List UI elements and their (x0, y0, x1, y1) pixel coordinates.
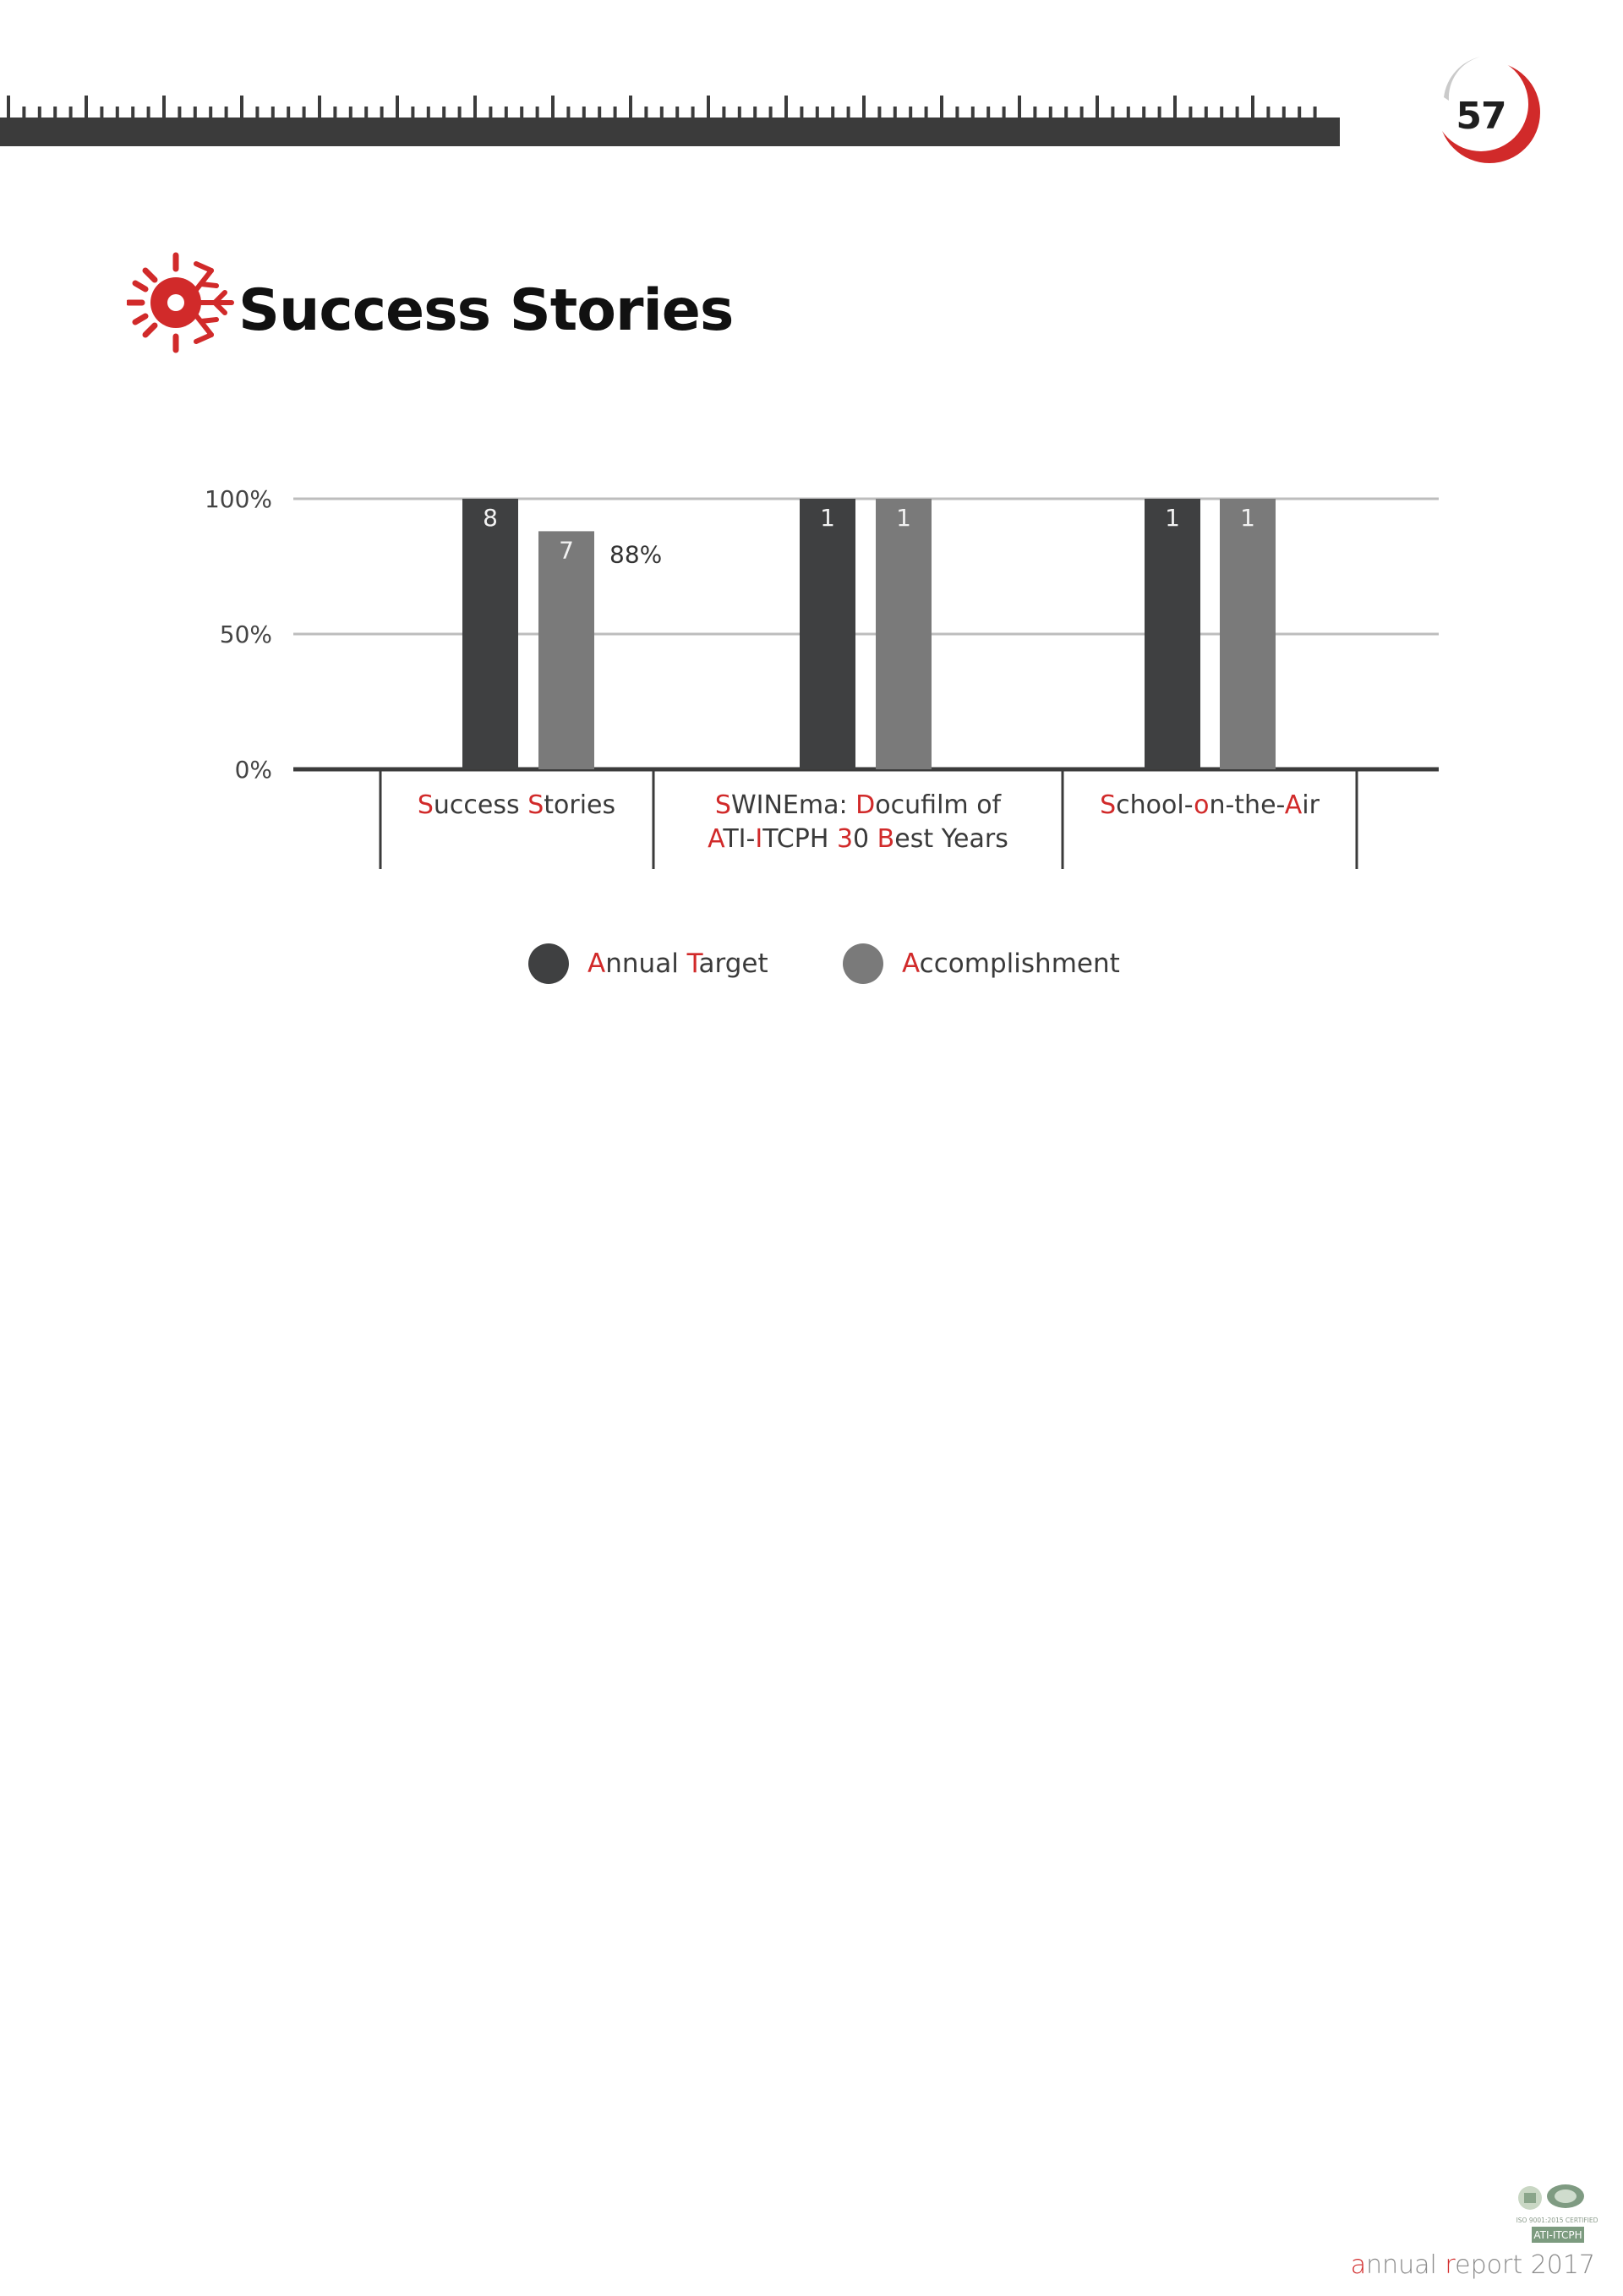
x-category-label: School-on-the-Air (1100, 790, 1320, 820)
ruler-tick (1282, 107, 1286, 118)
ruler-tick (1298, 107, 1301, 118)
ruler-tick (877, 107, 881, 118)
ruler-tick (629, 96, 632, 118)
y-tick-label: 100% (204, 485, 272, 513)
ruler-tick (769, 107, 773, 118)
ruler-tick (116, 107, 119, 118)
ruler-tick (1205, 107, 1208, 118)
bar-value-label: 8 (483, 504, 498, 532)
bar-accomplishment (1220, 499, 1276, 769)
ruler-tick (333, 107, 336, 118)
ruler-tick (1096, 96, 1099, 118)
ruler-graphic (0, 0, 1340, 152)
ruler-tick (1080, 107, 1084, 118)
bar-value-label: 1 (1165, 504, 1180, 532)
legend-label-annual-target: Annual Target (587, 948, 768, 979)
bar-accomplishment (876, 499, 932, 769)
y-tick-label: 50% (219, 620, 272, 648)
bar-annual-target (462, 499, 518, 769)
legend-item-accomplishment (843, 943, 1120, 985)
ruler-tick (1189, 107, 1192, 118)
ruler-tick (1064, 107, 1068, 118)
ruler-tick (1018, 96, 1021, 118)
ruler-tick (473, 96, 477, 118)
certified-text: ISO 9001:2015 CERTIFIED (1516, 2217, 1598, 2224)
bar-value-label: 1 (896, 504, 911, 532)
ruler-tick (100, 107, 103, 118)
ruler-tick (566, 107, 570, 118)
ruler-tick (287, 107, 290, 118)
x-category-label: Success Stories (417, 790, 616, 820)
ruler-tick (551, 96, 555, 118)
ruler-tick (1266, 107, 1270, 118)
sun-snowflake-icon (127, 245, 237, 355)
certification-logo-icon (1513, 2181, 1602, 2249)
ruler-tick (271, 107, 275, 118)
ruler-tick (707, 96, 710, 118)
ruler-tick (38, 107, 41, 118)
ruler-tick (1142, 107, 1145, 118)
ruler-tick (194, 107, 197, 118)
ruler-tick (1314, 107, 1317, 118)
ruler-tick (614, 107, 617, 118)
ruler-tick (955, 107, 959, 118)
ruler-tick (675, 107, 679, 118)
ruler-tick (505, 107, 508, 118)
logo-text: ATI-ITCPH (1533, 2229, 1582, 2241)
ruler-tick (349, 107, 352, 118)
ruler-tick (427, 107, 430, 118)
ruler-tick (147, 107, 150, 118)
ruler-tick (131, 107, 134, 118)
ruler-tick (909, 107, 912, 118)
ruler-tick (22, 107, 25, 118)
legend-swatch-accomplishment (843, 943, 883, 984)
y-tick-label: 0% (234, 756, 272, 784)
legend-label-accomplishment: Accomplishment (902, 948, 1120, 979)
bar-value-label: 1 (1240, 504, 1255, 532)
ruler-tick (582, 107, 586, 118)
ruler-tick (831, 107, 834, 118)
ruler-tick (520, 107, 523, 118)
ruler-tick (598, 107, 601, 118)
ruler-tick (738, 107, 741, 118)
ruler-tick (816, 107, 819, 118)
annual-report-label: annual report 2017 (1350, 2250, 1595, 2280)
ruler-tick (1251, 96, 1254, 118)
bar-annual-target (1145, 499, 1200, 769)
ruler-tick (800, 107, 803, 118)
ruler-tick (458, 107, 462, 118)
ruler-tick (847, 107, 850, 118)
ruler-tick (691, 107, 695, 118)
ruler-tick (971, 107, 975, 118)
ruler-tick (255, 107, 259, 118)
ruler-tick (986, 107, 990, 118)
ruler-tick (69, 107, 73, 118)
ruler-tick (1158, 107, 1161, 118)
ruler-tick (536, 107, 539, 118)
ruler-tick (940, 96, 943, 118)
percent-annotation: 88% (609, 540, 663, 569)
bar-value-label: 7 (559, 536, 574, 565)
ruler-tick (442, 107, 445, 118)
ruler-tick (53, 107, 57, 118)
ruler-tick (162, 96, 166, 118)
ruler-tick (7, 96, 10, 118)
ruler-tick (1049, 107, 1052, 118)
ruler-tick (1111, 107, 1114, 118)
legend-item-annual-target (528, 943, 768, 985)
ruler-tick (644, 107, 648, 118)
bar-accomplishment (538, 531, 594, 769)
ruler-tick (209, 107, 212, 118)
legend-swatch-annual-target (528, 943, 569, 984)
x-category-label: ATI-ITCPH 30 Best Years (708, 824, 1008, 854)
ruler-tick (925, 107, 928, 118)
section-title: Success Stories (238, 277, 734, 344)
ruler-tick (240, 96, 243, 118)
bar-annual-target (800, 499, 855, 769)
header-ruler (0, 0, 1340, 152)
x-category-label: SWINEma: Docuflm of (714, 790, 1002, 820)
ruler-tick (411, 107, 414, 118)
ruler-tick (1003, 107, 1006, 118)
ruler-tick (1033, 107, 1036, 118)
success-stories-chart (169, 456, 1454, 879)
bar-chart (169, 456, 1454, 879)
ruler-tick (303, 107, 306, 118)
page-number: 57 (1456, 95, 1506, 138)
ruler-tick (862, 96, 866, 118)
ruler-tick (318, 96, 321, 118)
ruler-tick (722, 107, 725, 118)
ruler-tick (1220, 107, 1223, 118)
ruler-tick (380, 107, 384, 118)
ruler-tick (1173, 96, 1177, 118)
ruler-tick (364, 107, 368, 118)
bar-value-label: 1 (820, 504, 835, 532)
iso-certified-logo (1513, 2181, 1602, 2249)
ruler-tick (893, 107, 897, 118)
ruler-bar (0, 118, 1340, 146)
ruler-tick (753, 107, 757, 118)
ruler-tick (660, 107, 664, 118)
ruler-tick (1127, 107, 1130, 118)
ruler-tick (85, 96, 88, 118)
ruler-tick (489, 107, 492, 118)
ruler-tick (396, 96, 399, 118)
ruler-tick (178, 107, 181, 118)
ruler-tick (225, 107, 228, 118)
ruler-tick (1236, 107, 1239, 118)
ruler-tick (784, 96, 788, 118)
